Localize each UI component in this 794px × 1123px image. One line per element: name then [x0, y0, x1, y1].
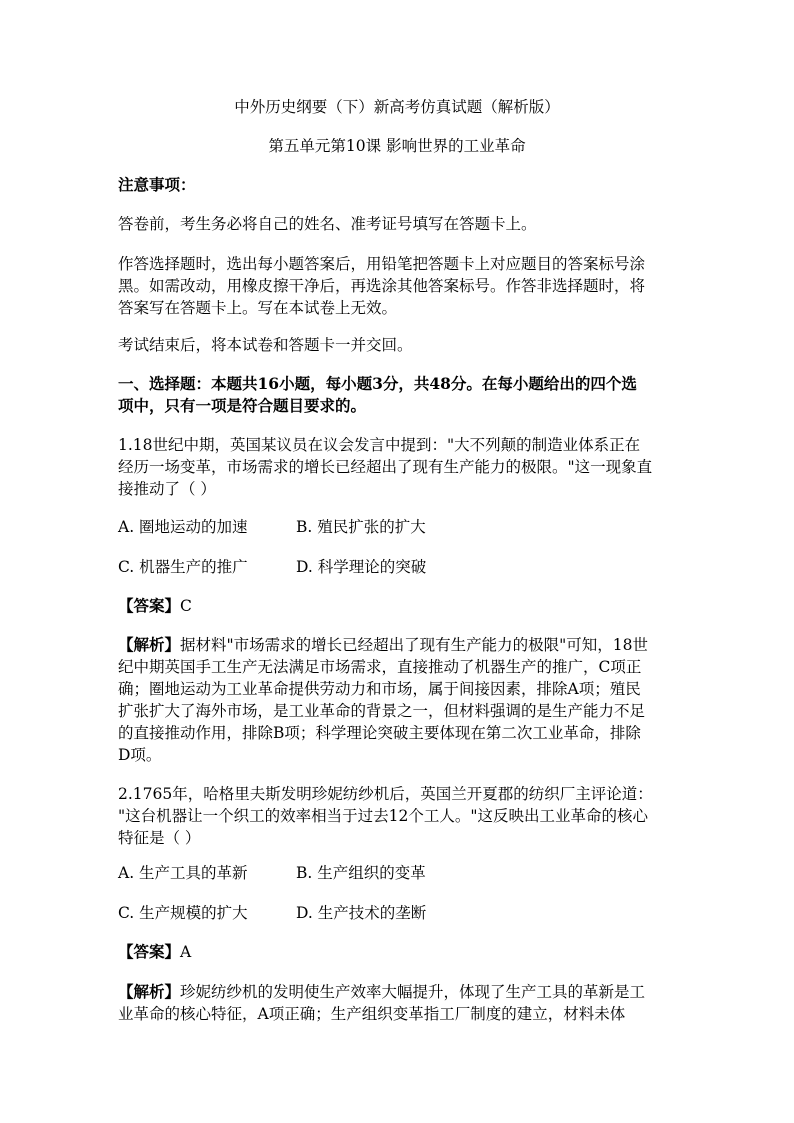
question-2-stem: [118, 783, 678, 849]
analysis-line: 确；圈地运动为工业革命提供劳动力和市场，属于间接因素，排除A项；殖民: [118, 680, 641, 698]
question-1-option-b: B. 殖民扩张的扩大: [296, 518, 426, 536]
analysis-line: 的直接推动作用，排除B项；科学理论突破主要体现在第二次工业革命，排除: [118, 724, 641, 742]
analysis-line: 业革命的核心特征，A项正确；生产组织变革指工厂制度的建立，材料未体: [118, 1005, 626, 1023]
notice-paragraph-3: 考试结束后，将本试卷和答题卡一并交回。: [118, 336, 413, 354]
question-2-option-c: C. 生产规模的扩大: [118, 904, 248, 922]
notice-line: 作答选择题时，选出每小题答案后，用铅笔把答题卡上对应题目的答案标号涂: [118, 255, 646, 273]
question-1-analysis: [118, 634, 678, 766]
analysis-line: 据材料"市场需求的增长已经超出了现有生产能力的极限"可知，18世: [180, 636, 648, 654]
question-2-analysis: [118, 981, 678, 1025]
answer-value: A: [180, 943, 192, 961]
question-1-answer: [118, 595, 678, 617]
section-heading: [118, 373, 678, 417]
notice-paragraph-1: 答卷前，考生务必将自己的姓名、准考证号填写在答题卡上。: [118, 215, 537, 233]
analysis-label: 【解析】: [118, 635, 181, 654]
notice-line: 黑。如需改动，用橡皮擦干净后，再选涂其他答案标号。作答非选择题时，将: [118, 277, 646, 295]
answer-value: C: [180, 597, 192, 615]
analysis-line: 扩张扩大了海外市场，是工业革命的背景之一，但材料强调的是生产能力不足: [118, 702, 646, 720]
section-line: 项中，只有一项是符合题目要求的。: [118, 396, 367, 415]
stem-line: 1.18世纪中期，英国某议员在议会发言中提到："大不列颠的制造业体系正在: [118, 436, 641, 454]
question-1-stem: [118, 434, 678, 500]
stem-line: 经历一场变革，市场需求的增长已经超出了现有生产能力的极限。"这一现象直: [118, 458, 653, 476]
question-1-option-c: C. 机器生产的推广: [118, 558, 248, 576]
question-2-option-a: A. 生产工具的革新: [118, 864, 248, 882]
section-line: 一、选择题：本题共16小题，每小题3分，共48分。在每小题给出的四个选: [118, 374, 637, 393]
question-1-option-d: D. 科学理论的突破: [296, 558, 427, 576]
notice-paragraph-2: [118, 253, 678, 319]
notice-line: 答案写在答题卡上。写在本试卷上无效。: [118, 299, 398, 317]
notice-heading: 注意事项：: [118, 175, 196, 194]
question-2-answer: [118, 941, 678, 963]
analysis-line: D项。: [118, 746, 162, 764]
stem-line: 特征是（ ）: [118, 829, 201, 847]
question-2-option-b: B. 生产组织的变革: [296, 864, 426, 882]
analysis-label: 【解析】: [118, 982, 181, 1001]
stem-line: 接推动了（ ）: [118, 480, 216, 498]
document-title: 中外历史纲要（下）新高考仿真试题（解析版）: [234, 98, 560, 116]
answer-label: 【答案】: [118, 942, 181, 961]
stem-line: "这台机器让一个织工的效率相当于过去12个工人。"这反映出工业革命的核心: [118, 807, 648, 825]
analysis-line: 珍妮纺纱机的发明使生产效率大幅提升，体现了生产工具的革新是工: [180, 983, 646, 1001]
question-1-option-a: A. 圈地运动的加速: [118, 518, 248, 536]
answer-label: 【答案】: [118, 596, 181, 615]
question-2-option-d: D. 生产技术的垄断: [296, 904, 427, 922]
document-subtitle: 第五单元第10课 影响世界的工业革命: [268, 137, 526, 155]
stem-line: 2.1765年，哈格里夫斯发明珍妮纺纱机后，英国兰开夏郡的纺织厂主评论道：: [118, 785, 653, 803]
analysis-line: 纪中期英国手工生产无法满足市场需求，直接推动了机器生产的推广，C项正: [118, 658, 642, 676]
